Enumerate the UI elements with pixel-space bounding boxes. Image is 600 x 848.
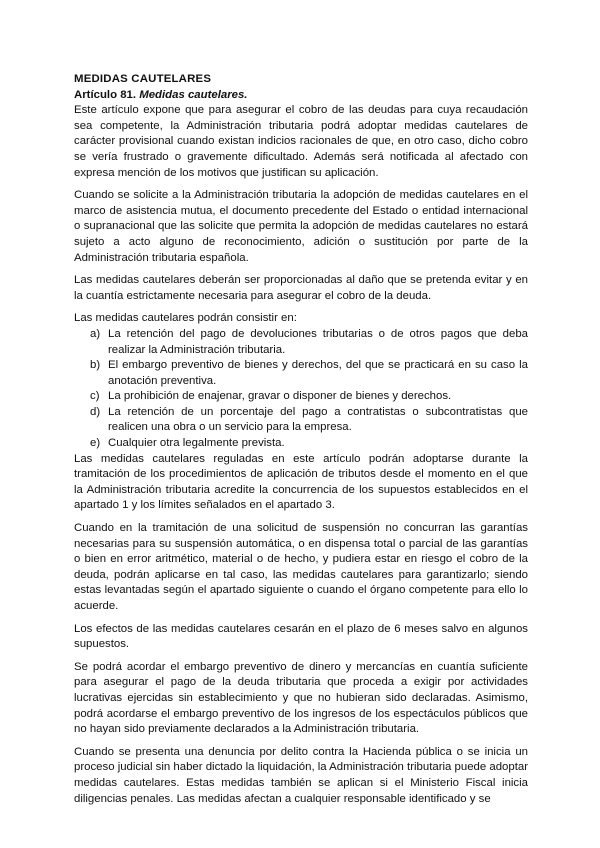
list-item-text: La retención del pago de devoluciones tributarias o de otros pagos que deba realizar la Administración tributaria. (108, 327, 528, 356)
document-page (74, 72, 528, 814)
list-marker: e) (90, 437, 101, 450)
paragraph: Cuando se solicite a la Administración tributaria la adopción de medidas cautelares en el marco de asistencia mutua, el documento precedente del Estado o entidad internacional o supranacional que las solicite que permita la adopción de medidas cautelares no estará sujeto a acto alguno de reconocimiento, adición o sustitución por parte de la Administración tributaria española. (74, 189, 528, 264)
list-marker: c) (90, 390, 100, 403)
article-title (74, 88, 528, 104)
measures-list (74, 327, 528, 452)
list-item (90, 327, 528, 358)
document-heading: MEDIDAS CAUTELARES (74, 73, 212, 85)
paragraph: Los efectos de las medidas cautelares cesarán en el plazo de 6 meses salvo en algunos supuestos. (74, 622, 528, 651)
list-item-text: El embargo preventivo de bienes y derechos, del que se practicará en su caso la anotación preventiva. (108, 359, 528, 387)
list-item (90, 358, 528, 389)
paragraph: Las medidas cautelares reguladas en este artículo podrán adoptarse durante la tramitación de los procedimientos de aplicación de tributos desde el momento en el que la Administración tributaria acredite la concurrencia de los supuestos establecidos en el apartado 1 y los límites señalados en el apartado 3. (74, 452, 528, 512)
list-item (90, 389, 528, 405)
list-item (90, 436, 528, 452)
list-item-text: La prohibición de enajenar, gravar o disponer de bienes y derechos. (108, 390, 452, 403)
list-marker: d) (90, 405, 101, 418)
paragraph: Cuando en la tramitación de una solicitud de suspensión no concurran las garantías necesarias para su suspensión automática, o en dispensa total o parcial de las garantías o bien en error aritmético, material o de hecho, y pudiera estar en riesgo el cobro de la deuda, podrán aplicarse en tal caso, las medidas cautelares para garantizarlo; siendo estas levantadas según el apartado siguiente o cuando el órgano competente para ello lo acuerde. (74, 522, 528, 612)
paragraph: Cuando se presenta una denuncia por delito contra la Hacienda pública o se inicia un proceso judicial sin haber dictado la liquidación, la Administración tributaria puede adoptar medidas cautelares. Estas medidas también se aplican si el Ministerio Fiscal inicia diligencias penales. Las medidas afectan a cualquier responsable identificado y se (74, 745, 529, 805)
paragraph: Las medidas cautelares deberán ser proporcionadas al daño que se pretenda evitar y en la cuantía estrictamente necesaria para asegurar el cobro de la deuda. (74, 274, 528, 302)
list-item-text: Cualquier otra legalmente prevista. (108, 437, 285, 450)
paragraph: Se podrá acordar el embargo preventivo de dinero y mercancías en cuantía suficiente para asegurar el pago de la deuda tributaria que proceda a exigir por actividades lucrativas ejercidas sin establecimiento y que no hubieran sido declaradas. Asimismo, podrá acordarse el embargo preventivo de los ingresos de los espectáculos públicos que no hayan sido previamente declarados a la Administración tributaria. (74, 660, 528, 736)
list-item-text: La retención de un porcentaje del pago a contratistas o subcontratistas que realicen una obra o un servicio para la empresa. (108, 405, 528, 434)
article-name: Medidas cautelares. (139, 88, 248, 101)
paragraph: Este artículo expone que para asegurar el cobro de las deudas para cuya recaudación sea competente, la Administración tributaria podrá adoptar medidas cautelares de carácter provisional cuando existan indicios racionales de que, en otro caso, dicho cobro se vería frustrado o gravemente dificultado. Además será notificada al afectado con expresa mención de los motivos que justifican su aplicación. (74, 104, 528, 179)
list-marker: b) (90, 359, 101, 372)
list-item (90, 405, 528, 436)
list-marker: a) (90, 327, 101, 340)
article-label: Artículo 81. (74, 88, 137, 101)
list-intro: Las medidas cautelares podrán consistir en: (74, 312, 297, 325)
